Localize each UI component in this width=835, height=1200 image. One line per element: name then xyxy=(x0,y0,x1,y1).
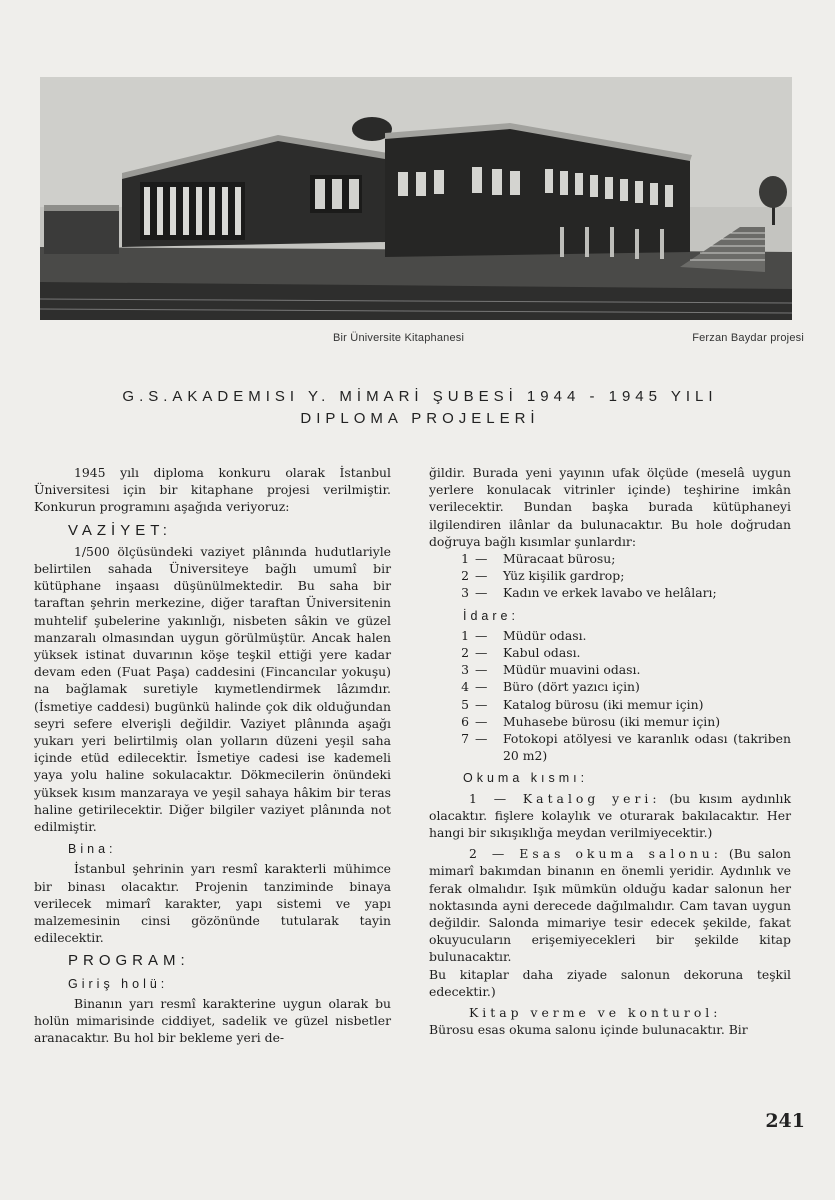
okuma-heading: Okuma kısmı: xyxy=(463,771,589,786)
list-item: 6 — Muhasebe bürosu (iki memur için) xyxy=(429,713,791,730)
list-item: 2 — Kabul odası. xyxy=(429,644,791,661)
item-text: Büro (dört yazıcı için) xyxy=(503,679,640,695)
esas-lead: 2 — Esas okuma salonu: xyxy=(469,846,722,862)
esas-paragraph xyxy=(429,845,791,965)
bina-heading: Bina: xyxy=(68,842,117,857)
kitap-paragraph xyxy=(429,1004,791,1038)
katalog-text: (bu kısım aydınlık olacaktır. fişlere kolaylık ve oturarak bakılacaktır. Her hangi bir sıkışıklığa meydan verilmiyecektir.) xyxy=(429,790,791,841)
item-number: 2 xyxy=(461,645,469,661)
continued-paragraph: ğildir. Burada yeni yayının ufak ölçüde (meselâ uygun yerlere konulacak vitrinler içinde) teşhirine imkân verilecektir. Bundan başka burada kütüphaneyi ilgilendiren ilânlar da bulunacaktır. Bu hole doğrudan doğruya bağlı kısımlar şunlardır: xyxy=(429,465,791,549)
hol-list xyxy=(429,550,791,602)
list-item: 5 — Katalog bürosu (iki memur için) xyxy=(429,696,791,713)
kitap-text: Bürosu esas okuma salonu içinde bulunacaktır. Bir xyxy=(429,1022,748,1038)
left-column xyxy=(34,464,391,1047)
intro-paragraph: 1945 yılı diploma konkuru olarak İstanbul Üniversitesi için bir kitaphane projesi verilmiştir. Konkurun programını aşağıda veriyoruz: xyxy=(34,465,391,515)
giris-heading: Giriş holü: xyxy=(68,976,169,991)
article-title-line-1: G.S.AKADEMISI Y. MİMARİ ŞUBESİ 1944 - 1945 YILI xyxy=(122,388,718,405)
item-number: 2 xyxy=(461,568,469,584)
article-title-line-2: DIPLOMA PROJELERİ xyxy=(300,410,540,427)
item-text: Kabul odası. xyxy=(503,645,581,661)
item-number: 1 xyxy=(461,551,469,567)
katalog-paragraph xyxy=(429,790,791,842)
right-column xyxy=(429,464,791,1039)
list-item: 7 — Fotokopi atölyesi ve karanlık odası (takriben 20 m2) xyxy=(429,730,791,764)
building-photo xyxy=(40,77,792,320)
item-number: 3 xyxy=(461,662,469,678)
list-item: 4 — Büro (dört yazıcı için) xyxy=(429,678,791,695)
list-item: 2 — Yüz kişilik gardrop; xyxy=(429,567,791,584)
item-number: 5 xyxy=(461,696,469,712)
photo-caption: Bir Üniversite Kitaphanesi xyxy=(333,332,465,344)
item-text: Müdür muavini odası. xyxy=(503,662,641,678)
list-item: 1 — Müracaat bürosu; xyxy=(429,550,791,567)
idare-heading: İdare: xyxy=(463,608,519,623)
list-item: 1 — Müdür odası. xyxy=(429,627,791,644)
photo-credit: Ferzan Baydar projesi xyxy=(692,332,804,344)
item-number: 4 xyxy=(461,679,469,695)
item-number: 7 xyxy=(461,731,469,747)
kitap-lead: Kitap verme ve konturol: xyxy=(469,1005,722,1021)
item-text: Yüz kişilik gardrop; xyxy=(503,568,625,584)
page-number: 241 xyxy=(765,1110,805,1132)
library-rendering-image xyxy=(40,77,792,320)
esas-paragraph-2: Bu kitaplar daha ziyade salonun dekoruna teşkil edecektir.) xyxy=(429,966,791,999)
idare-list xyxy=(429,627,791,765)
list-item: 3 — Kadın ve erkek lavabo ve helâları; xyxy=(429,584,791,601)
giris-paragraph: Binanın yarı resmî karakterine uygun olarak bu holün mimarisinde ciddiyet, sadelik ve güzel nisbetler aranacaktır. Bu hol bir bekleme yeri de- xyxy=(34,995,391,1046)
item-text: Fotokopi atölyesi ve karanlık odası (takriben 20 m2) xyxy=(503,731,791,764)
item-text: Katalog bürosu (iki memur için) xyxy=(503,696,704,712)
item-number: 1 xyxy=(461,627,469,643)
item-number: 6 xyxy=(461,713,469,729)
item-text: Müdür odası. xyxy=(503,627,587,643)
bina-paragraph: İstanbul şehrinin yarı resmî karakterli mühimce bir binası olacaktır. Projenin tanziminde binaya verilecek mimarî karakter, yapı sistemi ve yapı malzemesinin cinsi gözönünde tutularak tayin edilecektir. xyxy=(34,861,391,946)
list-item: 3 — Müdür muavini odası. xyxy=(429,661,791,678)
esas-text: (Bu salon mimarî bakımdan binanın en önemli yeridir. Aydınlık ve ferak olmalıdır. Işık mümkün olduğu kadar salonun her noktasında ayni derecede dağılmalıdır. Cam tavan uygun değildir. Salonda mimariye tesir edecek şekilde, fakat okuyucuların erişemiyecekleri bir şekilde kitap bulunacaktır. xyxy=(429,846,791,965)
vaziyet-heading: VAZİYET: xyxy=(68,521,172,539)
item-text: Muhasebe bürosu (iki memur için) xyxy=(503,713,721,729)
item-text: Kadın ve erkek lavabo ve helâları; xyxy=(503,585,717,601)
item-number: 3 xyxy=(461,585,469,601)
program-heading: PROGRAM: xyxy=(68,952,190,970)
item-text: Müracaat bürosu; xyxy=(503,551,616,567)
vaziyet-paragraph: 1/500 ölçüsündeki vaziyet plânında hudutlariyle belirtilen sahada Üniversiteye bağlı umumî bir kütüphane inşaası düşünülmektedir. Bu saha bir taraftan şehrin merkezine, diğer taraftan Üniversitenin muhtelif şubelerine yakınlığı, nisbeten sâkin ve güzel manzaralı olmasından uygun görülmüştür. Ancak halen yüksek istinat duvarının köşe teşkil ettiği yere kadar devam eden (Fuat Paşa) caddesini (Fincancılar yokuşu) na bağlamak suretiyle kıymetlendirmek lâzımdır. (İsmetiye caddesi) bugünkü halinde çok dik olduğundan seyri sefere elverişli değildir. Vaziyet plânında aşağı yukarı yeri belirtilmiş olan yolların düzeni yeşil saha içinde etüd edilecektir. İsmetiye cadesi ise kademeli yaya yolu haline sokulacaktır. Dökmecilerin önündeki yüksek kısım manzaraya ve yeşil sahaya hâkim bir teras haline getirilecektir. Diğer bilgiler vaziyet plânında not edilmiştir. xyxy=(34,543,391,835)
katalog-lead: 1 — Katalog yeri: xyxy=(469,790,661,806)
